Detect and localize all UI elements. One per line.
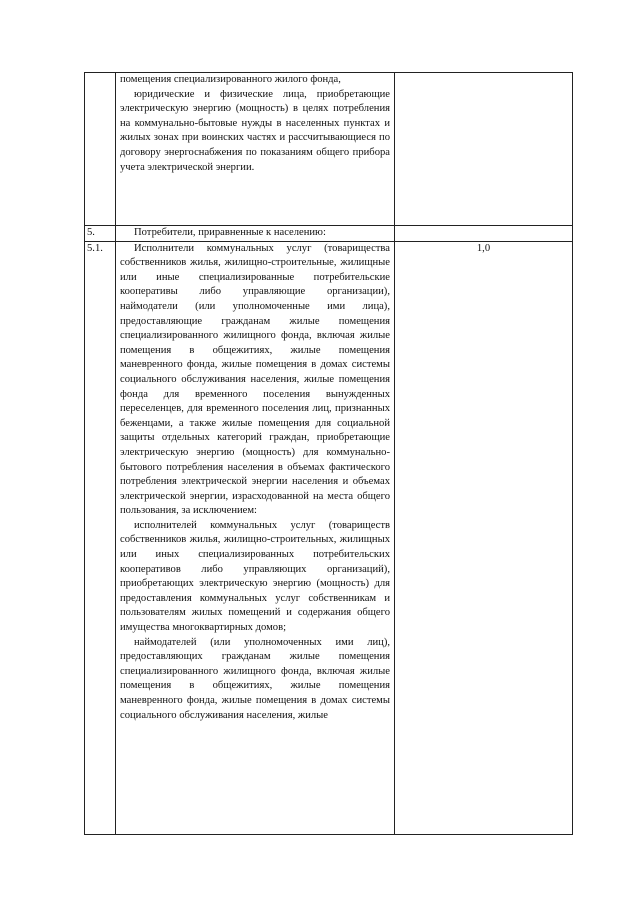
paragraph: исполнителей коммунальных услуг (товариществ собственников жилья, жилищно-строительных, жилищных или иных специализированных потребительских кооперативов либо управляющих организаций), приобретающих электрическую энергию (мощность) для предоставления коммунальных услуг собственникам и пользователям жилых помещений и содержания общего имущества многоквартирных домов; [120, 519, 390, 634]
row-description [116, 73, 395, 226]
row-coefficient [395, 226, 573, 242]
row-number: 5.1. [85, 241, 116, 834]
tariff-table [84, 72, 573, 835]
table-row [85, 241, 573, 834]
paragraph: юридические и физические лица, приобретающие электрическую энергию (мощность) в целях потребления на коммунально-бытовые нужды в населенных пунктах и жилых зонах при воинских частях и рассчитывающиеся по договору энергоснабжения по показаниям общего прибора учета электрической энергии. [120, 88, 390, 173]
paragraph: Исполнители коммунальных услуг (товарищества собственников жилья, жилищно-строительные, жилищные или иные специализированные потребительские кооперативы либо управляющие организации), наймодатели (или уполномоченные ими лица), предоставляющие гражданам жилые помещения специализированного жилищного фонда, включая жилые помещения в общежитиях, жилые помещения маневренного фонда, жилые помещения в домах системы социального обслуживания населения, жилые помещения фонда для временного поселения вынужденных переселенцев, для временного поселения лиц, признанных беженцами, а также жилые помещения для социальной защиты отдельных категорий граждан, приобретающие электрическую энергию (мощность) для коммунально-бытового потребления населения в объемах фактического потребления электрической энергии населения и объемах электрической энергии, израсходованной на места общего пользования, за исключением: [120, 242, 390, 517]
paragraph: помещения специализированного жилого фонда, [120, 74, 341, 85]
paragraph: наймодателей (или уполномоченных ими лиц), предоставляющих гражданам жилые помещения специализированного жилищного фонда, включая жилые помещения в общежитиях, жилые помещения маневренного фонда, жилые помещения в домах системы социального обслуживания населения, жилые [120, 636, 390, 721]
row-number [85, 73, 116, 226]
paragraph: Потребители, приравненные к населению: [134, 227, 326, 238]
row-description [116, 241, 395, 834]
row-description [116, 226, 395, 242]
table-row [85, 73, 573, 226]
row-coefficient: 1,0 [395, 241, 573, 834]
table-row [85, 226, 573, 242]
row-coefficient [395, 73, 573, 226]
row-number: 5. [85, 226, 116, 242]
